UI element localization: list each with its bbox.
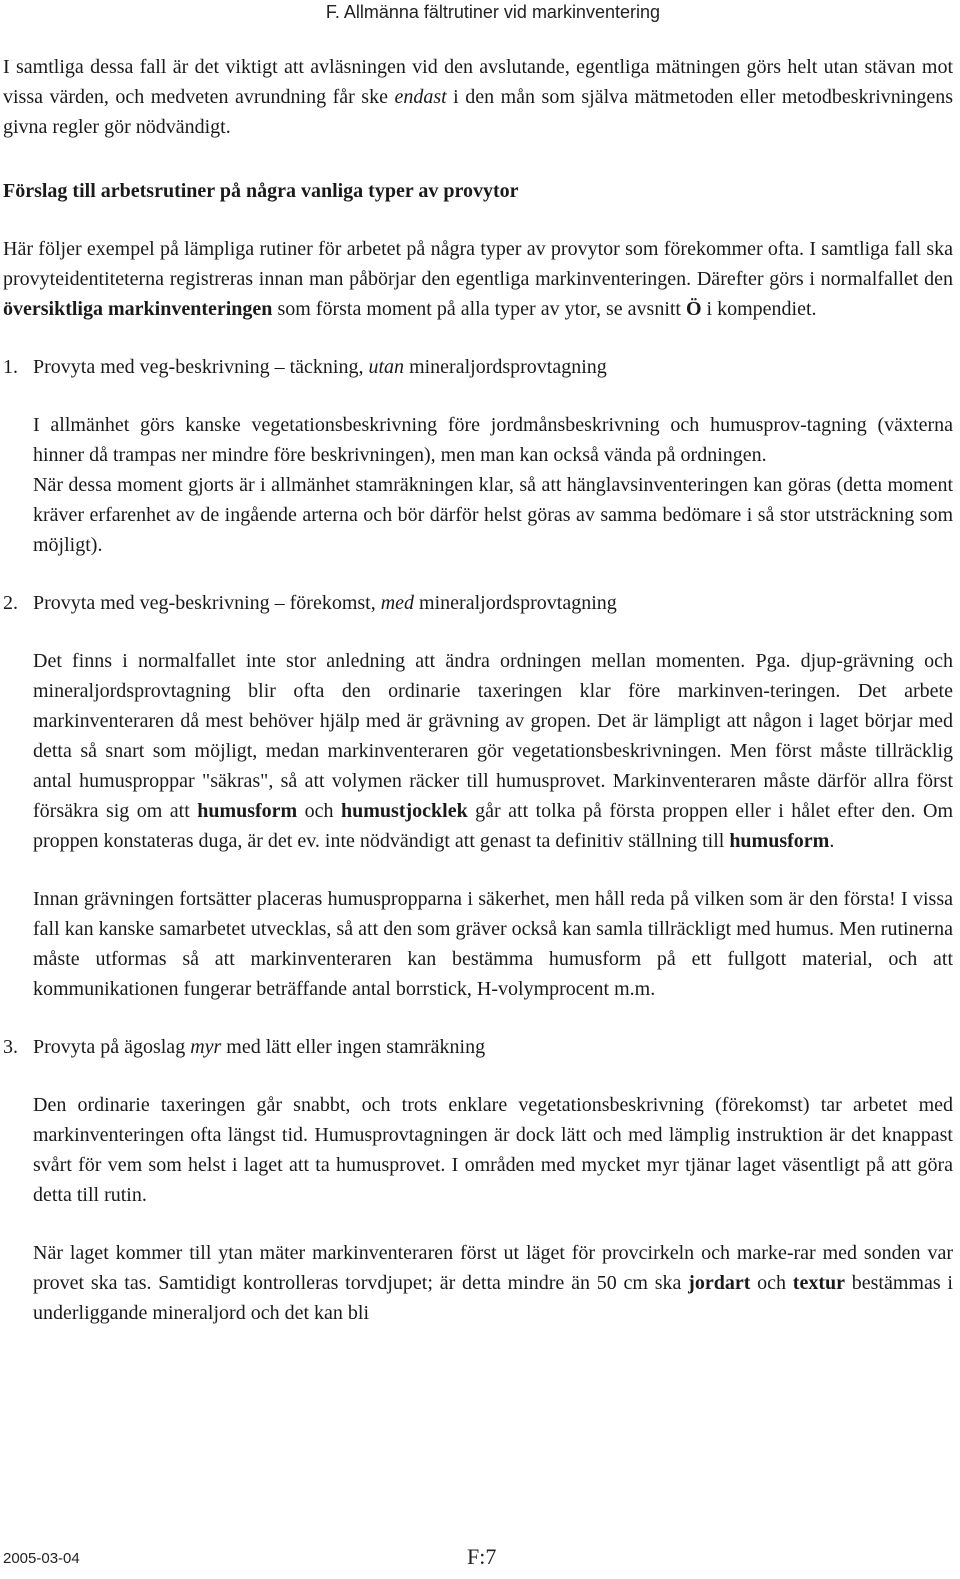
page-body — [3, 52, 953, 1328]
paragraph: Det finns i normalfallet inte stor anledning att ändra ordningen mellan momenten. Pga. djup-grävning och mineraljordsprovtagning blir ofta den ordinarie taxeringen klar före markinven-teringen. Det arbete markinventeraren då mest behöver hjälp med är grävning av gropen. Det är lämpligt att någon i laget börjar med detta så snart som möjligt, medan markinventeraren gör vegetationsbeskrivningen. Men först måste tillräcklig antal humusproppar "säkras", så att volymen räcker till humusprovet. Markinventeraren måste därför allra först försäkra sig om att humusform och humustjocklek går att tolka på första proppen eller i hålet efter den. Om proppen konstateras duga, är det ev. inte nödvändigt att genast ta definitiv ställning till humusform. — [33, 650, 953, 852]
footer-date: 2005-03-04 — [3, 1550, 80, 1567]
list-item-1-body — [3, 410, 953, 560]
list-item-2-title: 2. Provyta med veg-beskrivning – förekomst, med mineraljordsprovtagning — [3, 592, 617, 614]
section-heading: Förslag till arbetsrutiner på några vanliga typer av provytor — [3, 180, 519, 202]
list-item-2-body — [3, 646, 953, 1004]
list-item-1-title: 1. Provyta med veg-beskrivning – täckning, utan mineraljordsprovtagning — [3, 356, 607, 378]
list-item-3-title: 3. Provyta på ägoslag myr med lätt eller ingen stamräkning — [3, 1036, 486, 1058]
section-intro-paragraph: Här följer exempel på lämpliga rutiner för arbetet på några typer av provytor som förekommer ofta. I samtliga fall ska provyteidentiteterna registreras innan man påbörjar den egentliga markinventeringen. Därefter görs i normalfallet den översiktliga markinventeringen som första moment på alla typer av ytor, se avsnitt Ö i kompendiet. — [3, 238, 953, 320]
paragraph: Innan grävningen fortsätter placeras humuspropparna i säkerhet, men håll reda på vilken som är den första! I vissa fall kan kanske samarbetet utvecklas, så att den som gräver också kan samla tillräckligt med humus. Men rutinerna måste utformas så att markinventeraren kan bestämma humusform på ett fullgott material, och att kommunikationen fungerar beträffande antal borrstick, H-volymprocent m.m. — [33, 888, 953, 1000]
paragraph: Den ordinarie taxeringen går snabbt, och trots enklare vegetationsbeskrivning (förekomst) tar arbetet med markinventeringen ofta längst tid. Humusprovtagningen är dock lätt och med lämplig instruktion är det knappast svårt för vem som helst i laget att ta humusprovet. I områden med mycket myr tjänar laget väsentligt på att göra detta till rutin. — [33, 1094, 953, 1206]
intro-paragraph: I samtliga dessa fall är det viktigt att avläsningen vid den avslutande, egentliga mätningen görs helt utan stävan mot vissa värden, och medveten avrundning får ske endast i den mån som själva mätmetoden eller metodbeskrivningens givna regler gör nödvändigt. — [3, 56, 953, 138]
paragraph: När laget kommer till ytan mäter markinventeraren först ut läget för provcirkeln och marke-rar med sonden var provet ska tas. Samtidigt kontrolleras torvdjupet; är detta mindre än 50 cm ska jordart och textur bestämmas i underliggande mineraljord och det kan bli — [33, 1242, 953, 1324]
page-number: F:7 — [467, 1544, 497, 1569]
paragraph: I allmänhet görs kanske vegetationsbeskrivning före jordmånsbeskrivning och humusprov-tagning (växterna hinner då trampas ner mindre före beskrivningen), men man kan också vända på ordningen. — [33, 414, 953, 466]
paragraph: När dessa moment gjorts är i allmänhet stamräkningen klar, så att hänglavsinventeringen kan göras (detta moment kräver erfarenhet av de ingående arterna och bör därför helst göras av samma bedömare i så stor utsträckning som möjligt). — [33, 474, 953, 556]
list-item-3-body — [3, 1090, 953, 1328]
page-header: F. Allmänna fältrutiner vid markinventering — [325, 2, 660, 22]
